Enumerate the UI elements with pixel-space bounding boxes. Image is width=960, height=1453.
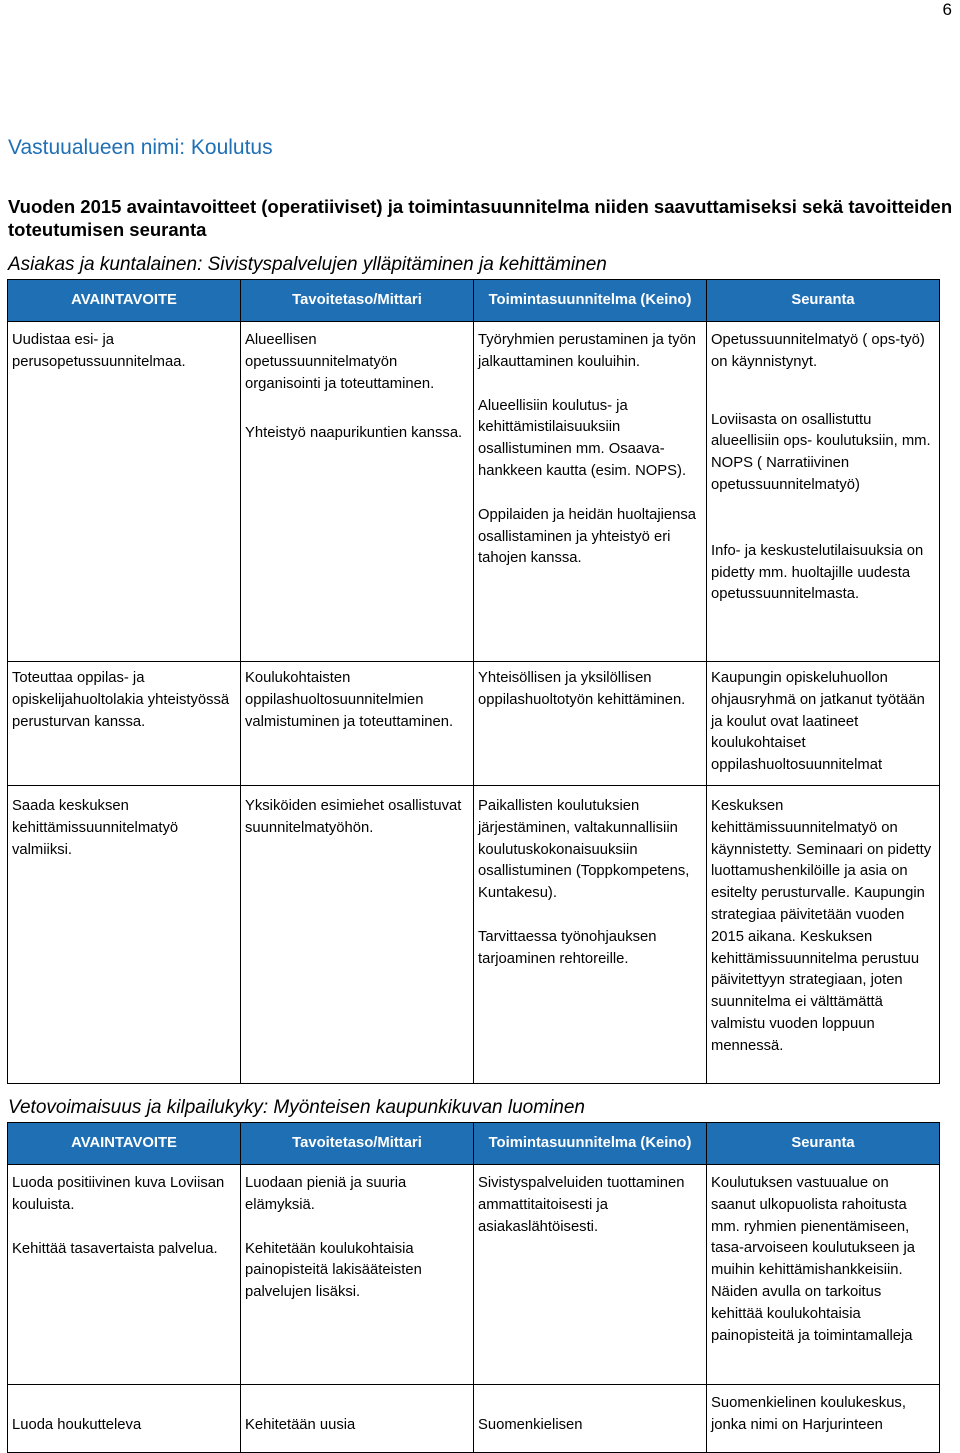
section2-title: Vetovoimaisuus ja kilpailukyky: Myönteisen kaupunkikuvan luominen	[8, 1097, 585, 1118]
section1-table	[7, 279, 940, 1084]
cell-text: Luoda positiivinen kuva Loviisan kouluista.	[12, 1175, 225, 1213]
table-cell	[474, 1385, 707, 1453]
cell-text: Yhteisöllisen ja yksilöllisen oppilashuoltotyön kehittäminen.	[478, 670, 686, 708]
table-row	[8, 1385, 940, 1453]
table-cell	[241, 322, 474, 662]
cell-text: Koulutuksen vastuualue on saanut ulkopuolista rahoitusta mm. ryhmien pienentämiseen, tasa-arvoiseen koulutukseen ja muihin kehittämishankkeisiin. Näiden avulla on tarkoitus kehittää koulukohtaisia painopisteitä ja toimintamalleja	[711, 1175, 915, 1344]
cell-text: Kehitetään uusia	[245, 1417, 356, 1433]
section2-table	[7, 1122, 940, 1453]
cell-text: Alueellisiin koulutus- ja kehittämistilaisuuksiin osallistuminen mm. Osaava-hankkeen kautta (esim. NOPS).	[478, 397, 687, 479]
cell-text: Alueellisen opetussuunnitelmatyön organisointi ja toteuttaminen.	[245, 332, 435, 392]
table-cell	[8, 786, 241, 1084]
cell-text: Tarvittaessa työnohjauksen tarjoaminen rehtoreille.	[478, 928, 657, 967]
table-cell	[707, 322, 940, 662]
table-row	[8, 662, 940, 786]
table-cell	[241, 662, 474, 786]
cell-text: Opetussuunnitelmatyö ( ops-työ) on käynnistynyt.	[711, 332, 925, 370]
cell-text: Saada keskuksen kehittämissuunnitelmatyö valmiiksi.	[12, 798, 179, 858]
table-cell	[474, 322, 707, 662]
cell-text: Uudistaa esi- ja perusopetussuunnitelmaa.	[12, 332, 186, 370]
cell-text: Oppilaiden ja heidän huoltajiensa osallistaminen ja yhteistyö eri tahojen kanssa.	[478, 506, 697, 567]
table-cell	[8, 1385, 241, 1453]
table-cell	[707, 662, 940, 786]
cell-text: Sivistyspalveluiden tuottaminen ammattitaitoisesti ja asiakaslähtöisesti.	[478, 1175, 685, 1235]
cell-text: Kehittää tasavertaista palvelua.	[12, 1240, 218, 1257]
table-cell	[8, 662, 241, 786]
cell-text: Luodaan pieniä ja suuria elämyksiä.	[245, 1175, 407, 1213]
table-cell	[241, 1165, 474, 1385]
cell-text: Keskuksen kehittämissuunnitelmatyö on käynnistetty. Seminaari on pidetty luottamushenkilöille ja asia on esitelty perusturvalle. Kaupungin strategiaa päivitetään vuoden 2015 aikana. Keskuksen kehittämissuunnitelma perustuu päivitettyyn strategiaan, joten suunnitelma ei välttämättä valmistu vuoden loppuun mennessä.	[711, 798, 932, 1054]
table-cell	[241, 786, 474, 1084]
cell-text: Yksiköiden esimiehet osallistuvat suunnitelmatyöhön.	[245, 798, 462, 836]
cell-text: Suomenkielisen	[478, 1417, 583, 1433]
header-tavoitetaso: Tavoitetaso/Mittari	[241, 1123, 474, 1165]
table-cell	[707, 786, 940, 1084]
page-number: 6	[942, 0, 952, 19]
table-cell	[707, 1385, 940, 1453]
header-toimintasuunnitelma: Toimintasuunnitelma (Keino)	[474, 1123, 707, 1165]
cell-text: Työryhmien perustaminen ja työn jalkauttaminen kouluihin.	[478, 332, 696, 370]
header-toimintasuunnitelma: Toimintasuunnitelma (Keino)	[474, 280, 707, 322]
table-cell	[474, 662, 707, 786]
cell-text: Kehitetään koulukohtaisia painopisteitä lakisääteisten palvelujen lisäksi.	[245, 1240, 422, 1301]
table-cell	[241, 1385, 474, 1453]
table-cell	[8, 1165, 241, 1385]
cell-text: Toteuttaa oppilas- ja opiskelijahuoltolakia yhteistyössä perusturvan kanssa.	[12, 670, 230, 730]
table-cell	[707, 1165, 940, 1385]
page-heading: Vastuualueen nimi: Koulutus	[8, 136, 273, 159]
header-seuranta: Seuranta	[707, 280, 940, 322]
cell-text: Suomenkielinen koulukeskus, jonka nimi on Harjurinteen	[711, 1395, 906, 1433]
table-cell	[474, 1165, 707, 1385]
cell-text: Info- ja keskustelutilaisuuksia on pidetty mm. huoltajille uudesta opetussuunnitelmasta.	[711, 542, 924, 603]
table-row	[8, 1165, 940, 1385]
cell-text: Luoda houkutteleva	[12, 1417, 142, 1433]
table-cell	[8, 322, 241, 662]
cell-text: Paikallisten koulutuksien järjestäminen, valtakunnallisiin koulutuskokonaisuuksiin osallistuminen (Toppkompetens, Kuntakesu).	[478, 798, 690, 902]
cell-text: Loviisasta on osallistuttu alueellisiin ops- koulutuksiin, mm. NOPS ( Narratiivinen opetussuunnitelmatyö)	[711, 411, 931, 493]
section1-title: Asiakas ja kuntalainen: Sivistyspalvelujen ylläpitäminen ja kehittäminen	[8, 254, 607, 275]
table-cell	[474, 786, 707, 1084]
cell-text: Kaupungin opiskeluhuollon ohjausryhmä on jatkanut työtään ja koulut ovat laatineet koulukohtaiset oppilashuoltosuunnitelmat	[711, 670, 925, 774]
header-seuranta: Seuranta	[707, 1123, 940, 1165]
table-row	[8, 322, 940, 662]
header-avaintavoite: AVAINTAVOITE	[8, 1123, 241, 1165]
cell-text: Yhteistyö naapurikuntien kanssa.	[245, 425, 463, 442]
goals-title: Vuoden 2015 avaintavoitteet (operatiiviset) ja toimintasuunnitelma niiden saavuttamiseksi sekä tavoitteiden toteutumisen seuranta	[8, 196, 953, 240]
header-tavoitetaso: Tavoitetaso/Mittari	[241, 280, 474, 322]
header-avaintavoite: AVAINTAVOITE	[8, 280, 241, 322]
cell-text: Koulukohtaisten oppilashuoltosuunnitelmien valmistuminen ja toteuttaminen.	[245, 670, 454, 730]
table-row	[8, 786, 940, 1084]
